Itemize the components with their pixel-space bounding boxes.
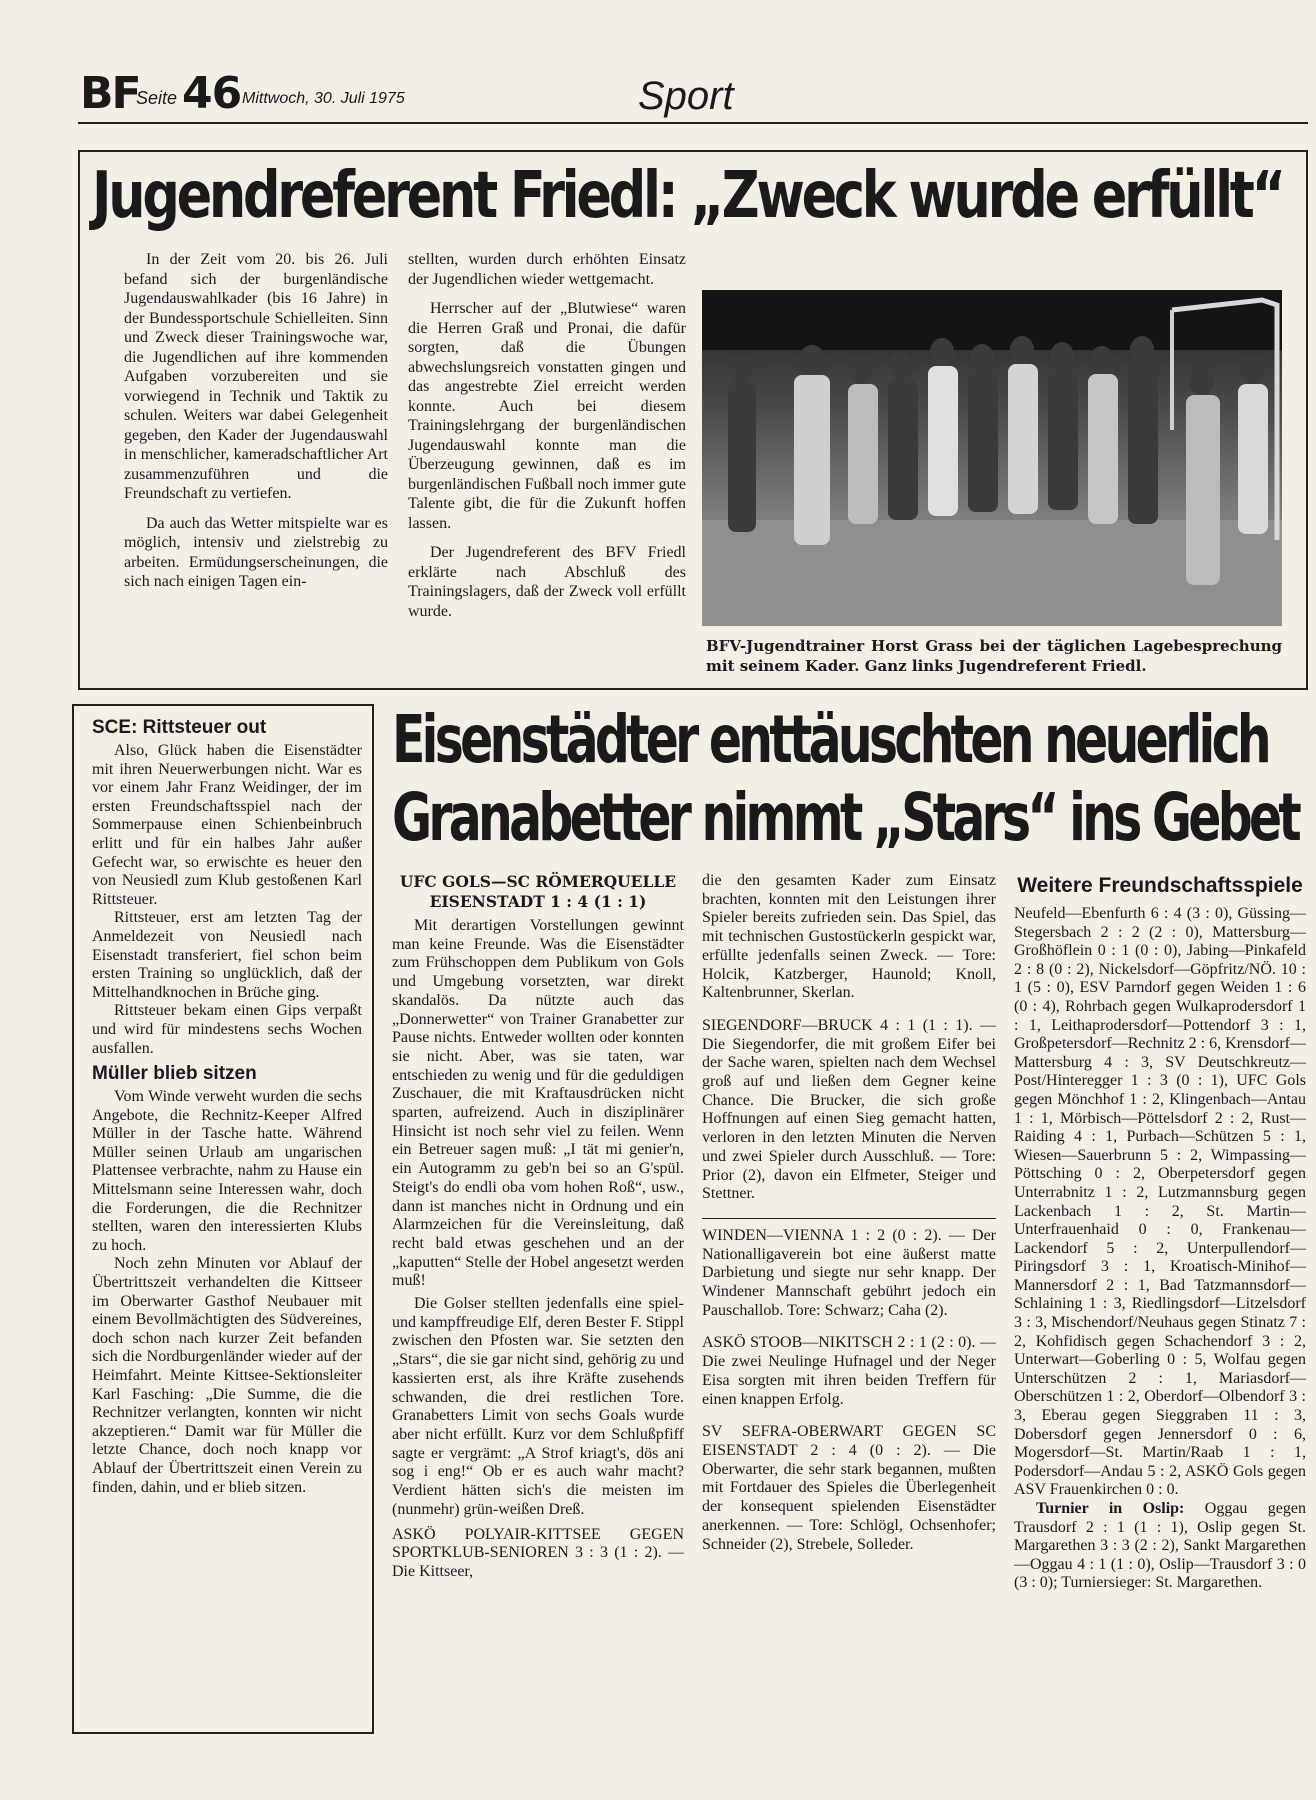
results-title: Weitere Freundschaftsspiele bbox=[1017, 874, 1303, 897]
paragraph: In der Zeit vom 20. bis 26. Juli befand sich der burgenländische Jugendauswahlkader (bis 16 Jahre) in der Bundessportschule Schielleiten. Sinn und Zweck dieser Trainingswoche war, die Jugendlichen auf ihre kommenden Aufgaben vorzubereiten und sie vorwiegend in Technik und Taktik zu schulen. Weiters war dabei Gelegenheit gegeben, den Kader der Jugendauswahl in menschlicher, kameradschaftlicher Art zusammenzuführen und die Freundschaft zu vertiefen. bbox=[124, 251, 388, 502]
article-friedl-col1 bbox=[124, 250, 388, 592]
sidebar-heading-mueller: Müller blieb sitzen bbox=[92, 1063, 257, 1085]
page-number: 46 bbox=[182, 68, 242, 119]
paragraph: Rittsteuer bekam einen Gips verpaßt und wird für mindestens sechs Wochen ausfallen. bbox=[92, 1002, 362, 1057]
paragraph: Rittsteuer, erst am letzten Tag der Anmeldezeit von Neusiedl nach Eisenstadt transferiert, fiel schon beim ersten Training so unglücklich, daß der Mittelhandknochen in Brüche ging. bbox=[92, 909, 362, 1001]
article-friedl-col2 bbox=[408, 250, 686, 621]
issue-date: Mittwoch, 30. Juli 1975 bbox=[242, 90, 405, 107]
page-header bbox=[78, 64, 1308, 124]
paragraph: Der Jugendreferent des BFV Friedl erklärte nach Abschluß des Trainingslagers, daß der Zweck voll erfüllt wurde. bbox=[408, 544, 686, 620]
sidebar-content bbox=[92, 712, 362, 1497]
paragraph: Vom Winde verweht wurden die sechs Angebote, die Rechnitz-Keeper Alfred Müller in der Tasche hatte. Während Müller seinen Urlaub am ungarischen Plattensee verbrachte, nahm zu Hause ein Mittelsmann seine Interessen wahr, doch die Forderungen, die die Rechnitzer stellten, waren den interessierten Klubs zu hoch. bbox=[92, 1088, 362, 1254]
paragraph: Mit derartigen Vorstellungen gewinnt man keine Freunde. Was die Eisenstädter zum Frühschoppen dem Publikum von Gols und Umgebung vorsetzten, war direkt skandalös. Da nützte auch das „Donnerwetter“ von Trainer Granabetter zur Pause nichts. Entweder wollten oder konnten sie nicht. Aber, was sie taten, war entschieden zu wenig und für die geduldigen Zuschauer, die mit Kraftausdrücken nicht sparten, aufreizend. Auch in disziplinärer Hinsicht ist noch sehr viel zu feilen. Wenn ein Betreuer sagen muß: „I tät mi genier'n, ein Autogramm zu geb'n bei so an G'spül. Steigt's do endli oba vom hohen Roß“, usw., dann ist manches nicht in Ordnung und ein Alarmzeichen für die Vereinsleitung, daß recht bald etwas geschehen und an der „kaputten“ Stelle der Hobel angesetzt werden muß! bbox=[392, 917, 684, 1290]
match-report-siegendorf: SIEGENDORF—BRUCK 4 : 1 (1 : 1). — Die Siegendorfer, die mit großem Eifer bei der Sache waren, spielten nach dem Wechsel groß auf und ließen dem Gegner keine Chance. Die Brucker, die sich große Hoffnungen auf einen Sieg gemacht hatten, verloren in den letzten Minuten die Nerven und zwei Spieler durch Ausschluß. — Tore: Prior (2), davon ein Elfmeter, Steiger und Stettner. bbox=[702, 1016, 996, 1203]
paragraph: Noch zehn Minuten vor Ablauf der Übertrittszeit verhandelten die Kittseer im Oberwarter Gasthof Neubauer mit einem Bevollmächtigten des Südvereines, doch schon nach kurzer Zeit befanden sich die Nordburgenländer wieder auf der Heimfahrt. Meinte Kittsee-Sektionsleiter Karl Fasching: „Die Summe, die die Rechnitzer verlangten, konnten wir nicht akzeptieren.“ Damit war für Müller die letzte Chance, doch noch knapp vor Ablauf der Übertrittszeit einen Verein zu finden, dahin, und er blieb sitzen. bbox=[92, 1255, 362, 1496]
paragraph: Also, Glück haben die Eisenstädter mit ihren Neuerwerbungen nicht. War es vor einem Jahr Franz Weidinger, der im ersten Freundschaftsspiel nach der Sommerpause einen Schienbeinbruch erlitt und für ein halbes Jahr außer Gefecht war, so erwischte es heuer den von Neusiedl zum Klub gestoßenen Karl Rittsteuer. bbox=[92, 742, 362, 908]
results-list: Neufeld—Ebenfurth 6 : 4 (3 : 0), Güssing—Stegersbach 2 : 2 (2 : 0), Mattersburg—Großhöflein 0 : 1 (0 : 0), Jabing—Pinkafeld 2 : 8 (0 : 2), Nickelsdorf—Göpfritz/NÖ. 10 : 1 (5 : 0), ESV Parndorf gegen Weiden 1 : 6 (0 : 4), Rohrbach gegen Wulkaprodersdorf 1 : 1, Leithaprodersdorf—Pottendorf 3 : 1, Großpetersdorf—Rechnitz 2 : 6, Krensdorf—Mattersburg 4 : 3, SV Deutschkreutz—Post/Hinteregger 1 : 3 (0 : 1), UFC Gols gegen Mönchhof 1 : 2, Klingenbach—Antau 1 : 1, Mörbisch—Pöttelsdorf 2 : 2, Rust—Raiding 4 : 1, Purbach—Schützen 5 : 1, Wiesen—Sauerbrunn 5 : 2, Wimpassing—Pöttsching 0 : 2, Oberpetersdorf gegen Unterrabnitz 1 : 2, Lutzmannsburg gegen Lackenbach 1 : 2, St. Martin—Unterfrauenhaid 0 : 0, Frankenau—Lackendorf 5 : 2, Unterpullendorf—Piringsdorf 3 : 1, Kroatisch-Minihof—Mannersdorf 2 : 1, Bad Tatzmannsdorf—Schlaining 1 : 3, Riedlingsdorf—Litzelsdorf 3 : 3, Mischendorf/Neuhaus gegen Stinatz 7 : 2, Kohfidisch gegen Schachendorf 3 : 2, Unterwart—Goberling 0 : 5, Wolfau gegen Unterschützen 2 : 1, Mariasdorf—Oberschützen 1 : 2, Oberdorf—Olbendorf 3 : 3, Eberau gegen Sieggraben 11 : 3, Dobersdorf gegen Jennersdorf 0 : 6, Mogersdorf—St. Martin/Raab 1 : 1, Podersdorf—Andau 5 : 2, ASKÖ Gols gegen ASV Frauenkirchen 0 : 0. bbox=[1014, 905, 1306, 1499]
photo-caption: BFV-Jugendtrainer Horst Grass bei der täglichen Lagebesprechung mit seinem Kader. Ganz links Jugendreferent Friedl. bbox=[706, 637, 1282, 675]
section-title: Sport bbox=[638, 74, 734, 118]
paragraph: stellten, wurden durch erhöhten Einsatz der Jugendlichen wieder wettgemacht. bbox=[408, 251, 686, 288]
article-sce-headline-line2: Granabetter nimmt „Stars“ ins Gebet bbox=[392, 779, 1299, 856]
results-column bbox=[1014, 872, 1306, 1593]
article-friedl-headline: Jugendreferent Friedl: „Zweck wurde erfüllt“ bbox=[92, 159, 1283, 233]
match-report-stoob: ASKÖ STOOB—NIKITSCH 2 : 1 (2 : 0). — Die zwei Neulinge Hufnagel und der Neger Eisa sorgten mit ihren beiden Treffern für einen knappen Erfolg. bbox=[702, 1334, 996, 1408]
sidebar-heading-rittsteuer: SCE: Rittsteuer out bbox=[92, 717, 267, 738]
article-sce-col1 bbox=[392, 872, 684, 1582]
divider bbox=[702, 1218, 996, 1219]
turnier-label: Turnier in Oslip: bbox=[1036, 1500, 1185, 1517]
training-photo bbox=[702, 290, 1282, 626]
match-report-kittsee: ASKÖ POLYAIR-KITTSEE GEGEN SPORTKLUB-SENIOREN 3 : 3 (1 : 2). — Die Kittseer, bbox=[392, 1525, 684, 1580]
match-report-winden: WINDEN—VIENNA 1 : 2 (0 : 2). — Der Nationalligaverein bot eine äußerst matte Darbietung und siegte nur sehr knapp. Der Windener Mannschaft gebührt jedoch ein Pauschallob. Tore: Schwarz; Caha (2). bbox=[702, 1226, 996, 1319]
newspaper-logo: BF bbox=[80, 68, 140, 119]
paragraph: Die Golser stellten jedenfalls eine spiel- und kampffreudige Elf, deren Bester F. Stippl zwischen den Pfosten war. Sie setzten den „Stars“, die sie gar nicht sind, gehörig zu und kassierten erst, als ihre Kräfte zusehends schwanden, die drei restlichen Tore. Granabetters Limit von sechs Goals wurde aber nicht erfüllt. Kurz vor dem Schlußpfiff sagte er vergrämt: „A Strof kriagt's, dös ani sog i eng!“ Ob er es auch wahr macht? Verdient hätten sich's die meisten im (nunmehr) grün-weißen Dreß. bbox=[392, 1295, 684, 1518]
paragraph: die den gesamten Kader zum Einsatz brachten, konnten mit den Leistungen ihrer Spieler bereits zufrieden sein. Das Spiel, das mit technischen Gustostückerln gespickt war, erfüllte jedenfalls seinen Zweck. — Tore: Holcik, Katzberger, Haunold; Knoll, Kaltenbrunner, Skerlan. bbox=[702, 872, 996, 1002]
match-report-oberwart: SV SEFRA-OBERWART GEGEN SC EISENSTADT 2 : 4 (0 : 2). — Die Oberwarter, die sehr stark begannen, mußten mit Fortdauer des Spieles die Überlegenheit der konsequent spielenden Eisenstädter anerkennen. — Tore: Schlögl, Ochsenhofer; Schneider (2), Strebele, Solleder. bbox=[702, 1423, 996, 1553]
page-label: Seite bbox=[136, 88, 178, 108]
article-sce-col2 bbox=[702, 872, 996, 1554]
turnier-results: Oggau gegen Trausdorf 2 : 1 (1 : 1), Oslip gegen St. Margarethen 3 : 3 (2 : 2), Sankt Margarethen—Oggau 4 : 1 (1 : 0), Oslip—Trausdorf 3 : 0 (3 : 0); Turniersieger: St. Margarethen. bbox=[1014, 1500, 1307, 1592]
match-heading-gols: UFC GOLS—SC RÖMERQUELLE EISENSTADT 1 : 4 (1 : 1) bbox=[399, 872, 677, 911]
training-photo-image bbox=[702, 290, 1282, 626]
paragraph: Herrscher auf der „Blutwiese“ waren die Herren Graß und Pronai, die dafür sorgten, daß die Übungen abwechslungsreich vonstatten gingen und das angestrebte Ziel erreicht werden konnte. Auch bei diesem Trainingslehrgang der burgenländischen Jugendauswahl konnte man die Überzeugung gewinnen, daß es im burgenländischen Fußball noch immer gute Talente gibt, die für die Zukunft hoffen lassen. bbox=[408, 300, 686, 532]
results-turnier bbox=[1014, 1500, 1306, 1593]
article-sce-headline-line1: Eisenstädter enttäuschten neuerlich bbox=[392, 701, 1268, 778]
paragraph: Da auch das Wetter mitspielte war es möglich, intensiv und zielstrebig zu arbeiten. Ermüdungserscheinungen, die sich nach einigen Tagen ein- bbox=[124, 514, 388, 590]
